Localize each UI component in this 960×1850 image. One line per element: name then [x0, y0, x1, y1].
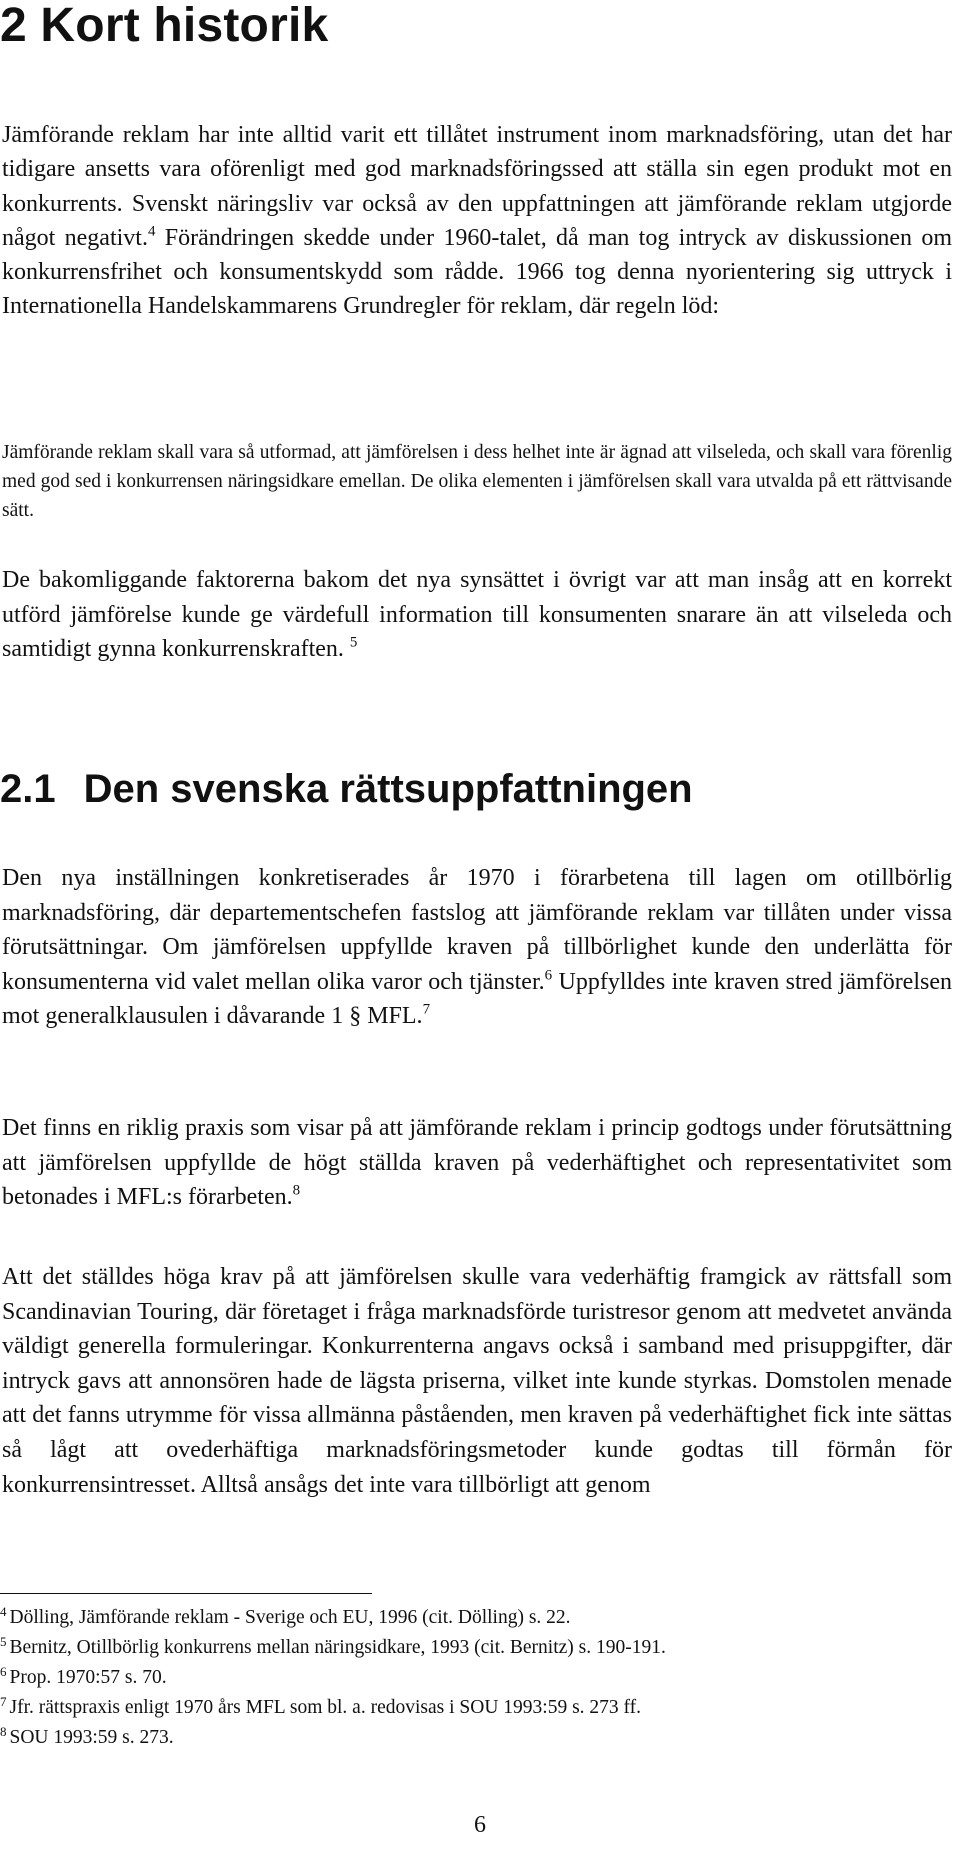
footnote-list [0, 1603, 950, 1753]
section-paragraph-1 [2, 861, 952, 1034]
paragraph-text: Det finns en riklig praxis som visar på att jämförande reklam i princip godtogs under förutsättning att jämförelsen uppfyllde de högt ställda kraven på vederhäftighet och representativitet som betonades i MFL:s förarbeten. [2, 1115, 952, 1211]
footnote-ref-6[interactable]: 6 [544, 967, 553, 984]
paragraph-text: Uppfylldes inte kraven stred jämförelsen mot generalklausulen i dåvarande 1 § MFL. [2, 968, 952, 1030]
chapter-paragraph-1 [2, 118, 952, 324]
footnote-number: 7 [0, 1693, 7, 1709]
footnote-text: Jfr. rättspraxis enligt 1970 års MFL som bl. a. redovisas i SOU 1993:59 s. 273 ff. [9, 1697, 642, 1718]
footnote-item [0, 1723, 950, 1753]
paragraph-text: De bakomliggande faktorerna bakom det nya synsättet i övrigt var att man insåg att en korrekt utförd jämförelse kunde ge värdefull information till konsumenten snarare än att vilseleda och samtidigt gynna konkurrenskraften. [2, 567, 952, 663]
footnote-item [0, 1633, 950, 1663]
footnote-text: Prop. 1970:57 s. 70. [9, 1667, 167, 1688]
footnote-number: 5 [0, 1633, 7, 1649]
footnote-text: Dölling, Jämförande reklam - Sverige och EU, 1996 (cit. Dölling) s. 22. [9, 1607, 571, 1628]
footnote-item [0, 1663, 950, 1693]
section-paragraph-3: Att det ställdes höga krav på att jämförelsen skulle vara vederhäftig framgick av rättsfall som Scandinavian Touring, där företaget i fråga marknadsförde turistresor genom att medvetet använda väldigt generella formuleringar. Konkurrenterna angavs också i samband med prisuppgifter, där intryck gavs att annonsören hade de lägsta priserna, vilket inte kunde styrkas. Domstolen menade att det fanns utrymme för vissa allmänna påståenden, men kraven på vederhäftighet fick inte sättas så lågt att ovederhäftiga marknadsföringsmetoder kunde godtas till förmån för konkurrensintresset. Alltså ansågs det inte vara tillbörligt att genom [2, 1264, 952, 1498]
footnote-number: 4 [0, 1603, 7, 1619]
footnote-number: 8 [0, 1723, 7, 1739]
footnote-text: Bernitz, Otillbörlig konkurrens mellan näringsidkare, 1993 (cit. Bernitz) s. 190-191. [9, 1637, 666, 1658]
chapter-heading: 2 Kort historik [0, 0, 329, 52]
footnote-item [0, 1693, 950, 1723]
footnote-item [0, 1603, 950, 1633]
paragraph-text: Den nya inställningen konkretiserades år 1970 i förarbetena till lagen om otillbörlig marknadsföring, där departementschefen fastslog att jämförande reklam var tillåten under vissa förutsättningar. Om jämförelsen uppfyllde kraven på tillbörlighet kunde den underlätta för konsumenterna vid valet mellan olika varor och tjänster. [2, 865, 952, 995]
footnote-ref-4[interactable]: 4 [147, 223, 156, 240]
section-paragraph-2 [2, 1111, 952, 1215]
page-number: 6 [474, 1812, 486, 1838]
chapter-paragraph-2 [2, 563, 952, 667]
footnote-divider [0, 1593, 372, 1594]
paragraph-text: Jämförande reklam har inte alltid varit ett tillåtet instrument inom marknadsföring, utan det har tidigare ansetts vara oförenligt med god marknadsföringssed att ställa sin egen produkt mot en konkurrents. Svenskt näringsliv var också av den uppfattningen att jämförande reklam utgjorde något negativt. [2, 122, 952, 251]
block-quote: Jämförande reklam skall vara så utformad, att jämförelsen i dess helhet inte är ägnad att vilseleda, och skall vara förenlig med god sed i konkurrensen näringsidkare emellan. De olika elementen i jämförelsen skall vara utvalda på ett rättvisande sätt. [2, 442, 952, 521]
section-title: Den svenska rättsuppfattningen [83, 767, 693, 811]
footnote-ref-7[interactable]: 7 [422, 1002, 431, 1019]
paragraph-text: Förändringen skedde under 1960-talet, då man tog intryck av diskussionen om konkurrensfrihet och konsumentskydd som rådde. 1966 tog denna nyorientering sig uttryck i Internationella Handelskammarens Grundregler för reklam, där regeln löd: [2, 224, 952, 320]
footnote-ref-8[interactable]: 8 [292, 1182, 301, 1199]
footnote-number: 6 [0, 1663, 7, 1679]
footnote-text: SOU 1993:59 s. 273. [9, 1727, 174, 1748]
section-number: 2.1 [0, 767, 56, 811]
footnote-ref-5[interactable]: 5 [349, 634, 358, 651]
section-heading [0, 764, 693, 814]
